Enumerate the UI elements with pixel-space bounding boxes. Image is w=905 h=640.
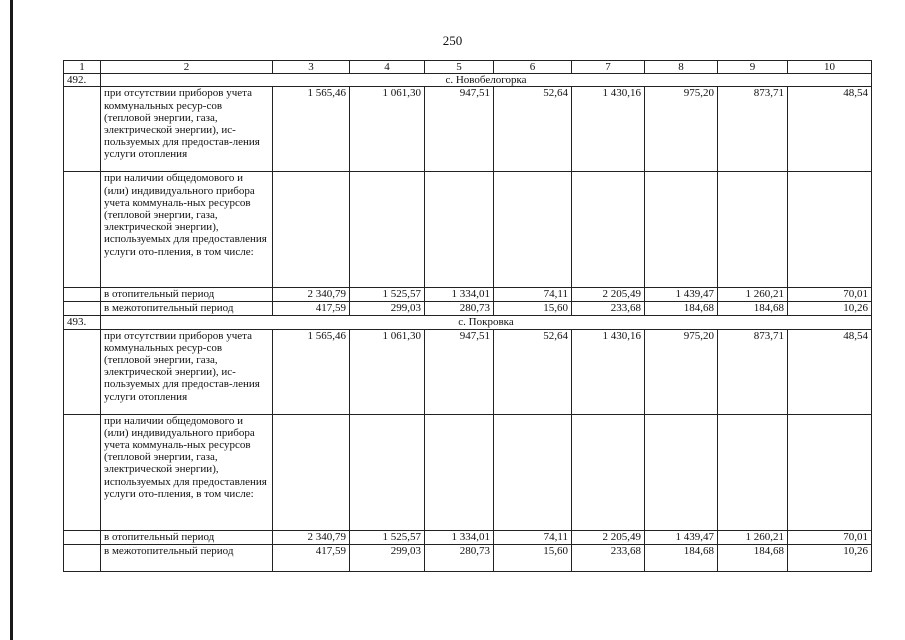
locality-name: с. Новобелогорка <box>101 74 872 87</box>
value-cell: 299,03 <box>350 302 425 316</box>
table-row <box>64 87 872 172</box>
value-cell <box>572 414 645 530</box>
value-cell: 1 525,57 <box>350 530 425 544</box>
table-row <box>64 288 872 302</box>
value-cell <box>350 414 425 530</box>
column-header-5: 5 <box>425 61 494 74</box>
value-cell: 417,59 <box>273 544 350 571</box>
value-cell: 184,68 <box>718 302 788 316</box>
row-description: при наличии общедомового и (или) индивидуального прибора учета коммуналь-ных ресурсов (тепловой энергии, газа, электрической энергии), используемых для предоставления услуги ото-пления, в том числе: <box>101 172 273 288</box>
value-cell: 48,54 <box>788 87 872 172</box>
value-cell: 1 430,16 <box>572 87 645 172</box>
page-number: 250 <box>442 33 463 48</box>
empty-code-cell <box>64 172 101 288</box>
value-cell <box>273 172 350 288</box>
value-cell <box>425 172 494 288</box>
value-cell: 15,60 <box>494 544 572 571</box>
value-cell: 184,68 <box>645 302 718 316</box>
value-cell: 1 260,21 <box>718 288 788 302</box>
column-header-7: 7 <box>572 61 645 74</box>
value-cell <box>273 414 350 530</box>
row-description: в отопительный период <box>101 530 273 544</box>
table-row <box>64 414 872 530</box>
value-cell: 52,64 <box>494 329 572 414</box>
value-cell <box>350 172 425 288</box>
column-header-10: 10 <box>788 61 872 74</box>
value-cell: 1 565,46 <box>273 329 350 414</box>
value-cell: 873,71 <box>718 329 788 414</box>
value-cell: 417,59 <box>273 302 350 316</box>
value-cell <box>572 172 645 288</box>
value-cell: 947,51 <box>425 87 494 172</box>
column-header-3: 3 <box>273 61 350 74</box>
row-description: при наличии общедомового и (или) индивидуального прибора учета коммуналь-ных ресурсов (тепловой энергии, газа, электрической энергии), используемых для предоставления услуги ото-пления, в том числе: <box>101 414 273 530</box>
value-cell: 74,11 <box>494 530 572 544</box>
empty-code-cell <box>64 530 101 544</box>
table-row <box>64 544 872 571</box>
locality-name: с. Покровка <box>101 316 872 329</box>
value-cell: 1 439,47 <box>645 288 718 302</box>
value-cell <box>788 414 872 530</box>
value-cell: 1 565,46 <box>273 87 350 172</box>
table-row <box>64 172 872 288</box>
section-code: 492. <box>64 74 101 87</box>
value-cell: 10,26 <box>788 544 872 571</box>
row-description: в межотопительный период <box>101 544 273 571</box>
value-cell: 975,20 <box>645 87 718 172</box>
value-cell: 233,68 <box>572 544 645 571</box>
locality-row <box>64 316 872 329</box>
value-cell <box>645 172 718 288</box>
section-code: 493. <box>64 316 101 329</box>
row-description: в отопительный период <box>101 288 273 302</box>
row-description: при отсутствии приборов учета коммунальных ресур-сов (тепловой энергии, газа, электрической энергии), ис-пользуемых для предостав-ления услуги отопления <box>101 87 273 172</box>
value-cell: 74,11 <box>494 288 572 302</box>
value-cell <box>788 172 872 288</box>
value-cell <box>718 172 788 288</box>
value-cell: 2 340,79 <box>273 530 350 544</box>
value-cell: 280,73 <box>425 544 494 571</box>
column-header-9: 9 <box>718 61 788 74</box>
empty-code-cell <box>64 288 101 302</box>
column-header-1: 1 <box>64 61 101 74</box>
value-cell: 184,68 <box>718 544 788 571</box>
value-cell: 48,54 <box>788 329 872 414</box>
scan-edge-line <box>10 0 13 640</box>
value-cell: 299,03 <box>350 544 425 571</box>
value-cell: 1 061,30 <box>350 329 425 414</box>
value-cell: 947,51 <box>425 329 494 414</box>
value-cell: 70,01 <box>788 288 872 302</box>
locality-row <box>64 74 872 87</box>
tariff-table <box>63 60 872 572</box>
value-cell: 1 430,16 <box>572 329 645 414</box>
value-cell: 2 205,49 <box>572 530 645 544</box>
empty-code-cell <box>64 87 101 172</box>
empty-code-cell <box>64 329 101 414</box>
value-cell <box>645 414 718 530</box>
table-row <box>64 302 872 316</box>
value-cell: 975,20 <box>645 329 718 414</box>
row-description: в межотопительный период <box>101 302 273 316</box>
empty-code-cell <box>64 414 101 530</box>
value-cell: 873,71 <box>718 87 788 172</box>
table-body <box>64 61 872 572</box>
value-cell: 15,60 <box>494 302 572 316</box>
row-description: при отсутствии приборов учета коммунальных ресур-сов (тепловой энергии, газа, электрической энергии), ис-пользуемых для предостав-ления услуги отопления <box>101 329 273 414</box>
header-row <box>64 61 872 74</box>
value-cell <box>494 172 572 288</box>
value-cell: 70,01 <box>788 530 872 544</box>
column-header-6: 6 <box>494 61 572 74</box>
value-cell <box>494 414 572 530</box>
value-cell: 1 334,01 <box>425 530 494 544</box>
table-row <box>64 530 872 544</box>
value-cell: 233,68 <box>572 302 645 316</box>
empty-code-cell <box>64 544 101 571</box>
value-cell: 2 205,49 <box>572 288 645 302</box>
value-cell: 2 340,79 <box>273 288 350 302</box>
value-cell: 184,68 <box>645 544 718 571</box>
table-row <box>64 329 872 414</box>
value-cell: 10,26 <box>788 302 872 316</box>
value-cell: 1 525,57 <box>350 288 425 302</box>
value-cell: 1 061,30 <box>350 87 425 172</box>
value-cell <box>718 414 788 530</box>
value-cell: 1 439,47 <box>645 530 718 544</box>
value-cell: 280,73 <box>425 302 494 316</box>
column-header-4: 4 <box>350 61 425 74</box>
value-cell: 52,64 <box>494 87 572 172</box>
value-cell <box>425 414 494 530</box>
empty-code-cell <box>64 302 101 316</box>
column-header-2: 2 <box>101 61 273 74</box>
value-cell: 1 334,01 <box>425 288 494 302</box>
value-cell: 1 260,21 <box>718 530 788 544</box>
column-header-8: 8 <box>645 61 718 74</box>
